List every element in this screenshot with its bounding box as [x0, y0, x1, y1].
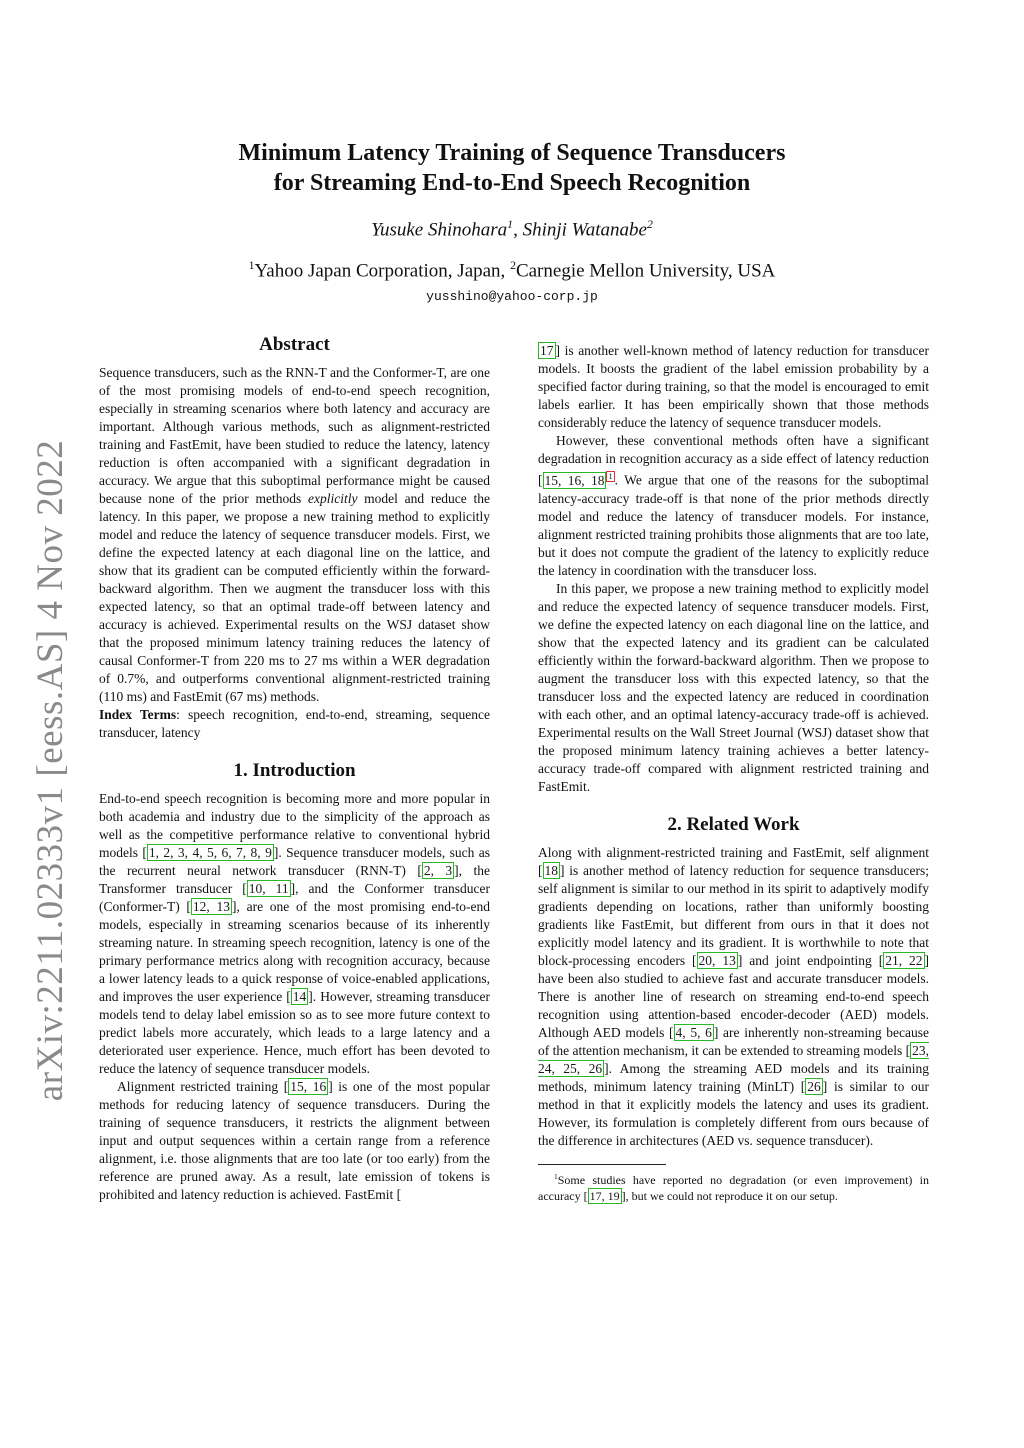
text-run: ], are one of the most promising end-to-end models, especially in streaming scenarios because of its inherently streaming nature. In streaming speech recognition, latency is one of the primary performance metrics along with recognition accuracy, because a lower latency leads to a quick response of voice-enabled applications, and improves the user experience [	[99, 899, 490, 1004]
right-column	[538, 342, 929, 1204]
text-run: ], the Transformer transducer [	[99, 863, 490, 896]
footnote-marker[interactable]: 1	[608, 472, 613, 481]
abstract-heading: Abstract	[259, 334, 330, 355]
author-2: Shinji Watanabe	[522, 219, 647, 241]
footnote	[538, 1169, 929, 1204]
text-run-continued: ] is one of the most popular methods for reducing latency of sequence transducers. During the training of sequence transducers, it restricts the alignment between input and output sequences within a certain range from a reference alignment, i.e. those alignments that are too late (or too early) from the reference are pruned away. As a result, late emission of tokens is prohibited and latency reduction is achieved. FastEmit [	[99, 1079, 490, 1202]
citation-link[interactable]: 23, 24, 25, 26	[538, 1042, 929, 1076]
intro-paragraph-3	[538, 432, 929, 580]
arxiv-stamp	[28, 440, 74, 1100]
affiliations	[0, 259, 1024, 282]
text-run: End-to-end speech recognition is becoming more and more popular in both academia and industry due to the simplicity of the approach as well as the competitive performance relative to conventional hybrid models [	[99, 791, 490, 860]
author-2-affil: 2	[646, 218, 653, 231]
abstract-part-2: model and reduce the latency. In this paper, we propose a new training method to explicitly model and reduce the latency of sequence transducer models. First, we define the expected latency at each diagonal line on the lattice, and show that its gradient can be computed efficiently within the forward-backward algorithm. Then we augment the transducer loss with this expected latency, so that an optimal trade-off between latency and accuracy is achieved. Experimental results on the WSJ dataset show that the proposed minimum latency training reduces the latency of causal Conformer-T from 220 ms to 27 ms within a WER degradation of 0.7%, and outperforms conventional alignment-restricted training (110 ms) and FastEmit (67 ms) methods.	[99, 491, 490, 704]
intro-paragraph-1	[99, 790, 490, 1078]
citation-link[interactable]: 1, 2, 3, 4, 5, 6, 7, 8, 9	[148, 845, 272, 860]
text-run: However, these conventional methods often have a significant degradation in recognition accuracy as a side effect of latency reduction [	[538, 433, 929, 488]
index-terms-text: : speech recognition, end-to-end, streaming, sequence transducer, latency	[99, 707, 490, 740]
affil-2-mark: 2	[510, 259, 516, 272]
intro-paragraph-4: In this paper, we propose a new training method to explicitly model and reduce the expected latency of sequence transducer models. First, we define the expected latency on each diagonal line on the lattice, and show that the expected latency and its gradient can be calculated efficiently within the forward-backward algorithm. Then we propose to augment the transducer loss with this expected latency, so that the transducer loss and the expected latency are reduced in coordination with each other, and an optimal latency-accuracy trade-off is achieved. Experimental results on the Wall Street Journal (WSJ) dataset show that the proposed minimum latency training achieves a better latency-accuracy trade-off compared with alignment restricted training and FastEmit.	[538, 580, 929, 794]
text-run: . We argue that one of the reasons for the suboptimal latency-accuracy trade-off is that none of the prior methods directly model and reduce the latency of transducer models. For instance, alignment restricted training prohibits those alignments that are too late, but it does not compute the gradient of the latency to explicitly reduce the latency in coordination with the transducer loss.	[538, 472, 930, 578]
text-run: Alignment restricted training [	[117, 1079, 289, 1094]
text-run: ] is another method of latency reduction for sequence transducers; self alignment is similar to our method in its spirit to adaptively modify gradients depending on locations, rather than uniformly boosting gradients like FastEmit, but different from ours in that it does not explicitly model latency and its gradient. It is worthwhile to note that block-processing encoders [	[538, 862, 929, 968]
text-run: ] and joint endpointing [	[737, 952, 884, 968]
left-column	[99, 336, 490, 1204]
citation-link[interactable]: 2, 3	[423, 863, 453, 878]
citation-link[interactable]: 14	[292, 989, 307, 1004]
arxiv-id: arXiv:2211.02333v1 [eess.AS] 4 Nov 2022	[30, 439, 72, 1101]
index-terms	[99, 706, 490, 742]
text-run: Along with alignment-restricted training and FastEmit, self alignment [	[538, 844, 929, 878]
author-list	[0, 218, 1024, 241]
intro-heading: 1. Introduction	[233, 760, 356, 781]
title-line-2: for Streaming End-to-End Speech Recognition	[273, 170, 751, 196]
abstract-text	[99, 364, 490, 706]
citation-link[interactable]: 4, 5, 6	[675, 1024, 712, 1040]
citation-link[interactable]: 15, 16	[290, 1079, 327, 1094]
related-work-heading: 2. Related Work	[667, 813, 800, 835]
related-paragraph-1	[538, 844, 929, 1150]
author-separator: ,	[513, 219, 523, 241]
text-run: ] are inherently non-streaming because of the attention mechanism, it can be extended to streaming models [	[538, 1024, 930, 1058]
citation-link[interactable]: 10, 11	[248, 881, 289, 896]
intro-paragraph-2	[99, 1078, 490, 1204]
citation-link[interactable]: 26	[807, 1078, 821, 1094]
text-run: ]. Sequence transducer models, such as the recurrent neural network transducer (RNN-T) [	[99, 845, 490, 878]
text-run: ]. However, streaming transducer models tend to delay label emission so as to see more future context to predict labels more accurately, which leads to a large latency and a deteriorated user experience. Hence, much effort has been devoted to reduce the latency of sequence transducer models.	[99, 989, 491, 1076]
footnote-rule	[538, 1164, 666, 1165]
title-line-1: Minimum Latency Training of Sequence Transducers	[238, 140, 786, 166]
abstract-emphasis: explicitly	[307, 491, 358, 506]
author-1-affil: 1	[507, 218, 514, 231]
footnote-number: 1	[554, 1171, 558, 1181]
author-1: Yusuke Shinohara	[371, 219, 508, 241]
abstract-part-1: Sequence transducers, such as the RNN-T and the Conformer-T, are one of the most promising models of end-to-end speech recognition, especially in streaming scenarios where both latency and accuracy are important. Although various methods, such as alignment-restricted training and FastEmit, have been studied to reduce the latency, latency reduction is often accompanied with a significant degradation in accuracy. We argue that this suboptimal performance might be caused because none of the prior methods	[99, 365, 490, 506]
text-run: ] is another well-known method of latency reduction for transducer models. It boosts the gradient of the label emission probability by a specified factor during training, so that the model is encouraged to emit labels earlier. It has been empirically shown that those methods considerably reduce the latency of sequence transducer models.	[538, 343, 929, 430]
index-terms-label: Index Terms	[99, 707, 177, 722]
citation-link[interactable]: 20, 13	[698, 952, 736, 968]
affil-1: Yahoo Japan Corporation, Japan,	[254, 260, 511, 282]
text-run: Some studies have reported no degradation (or even improvement) in accuracy [	[538, 1172, 929, 1203]
affil-1-mark: 1	[248, 259, 255, 272]
author-email[interactable]: yusshino@yahoo-corp.jp	[426, 289, 598, 304]
citation-link[interactable]: 17	[540, 343, 554, 358]
text-run: ] is similar to our method in that it explicitly models the latency and uses its gradient. However, its formulation is completely different from ours because of the difference in architectures (AED vs. sequence transducer).	[538, 1078, 929, 1148]
text-run: ]. Among the streaming AED models and its training methods, minimum latency training (MinLT) [	[538, 1060, 930, 1094]
intro-paragraph-2-cont	[538, 342, 929, 432]
text-run: ], and the Conformer transducer (Conformer-T) [	[99, 881, 491, 914]
citation-link[interactable]: 15, 16, 18	[544, 472, 605, 488]
citation-link[interactable]: 21, 22	[885, 952, 923, 968]
text-run: ], but we could not reproduce it on our setup.	[621, 1188, 838, 1203]
citation-link[interactable]: 17, 19	[589, 1188, 620, 1203]
citation-link[interactable]: 12, 13	[192, 899, 230, 914]
citation-link[interactable]: 18	[544, 862, 558, 878]
affil-2: Carnegie Mellon University, USA	[515, 260, 776, 282]
paper-title	[0, 138, 1024, 198]
text-run: ] have been also studied to achieve fast and accurate transducer models. There is another line of research on streaming end-to-end speech recognition using attention-based encoder-decoder (AED) models. Although AED models [	[538, 952, 930, 1040]
